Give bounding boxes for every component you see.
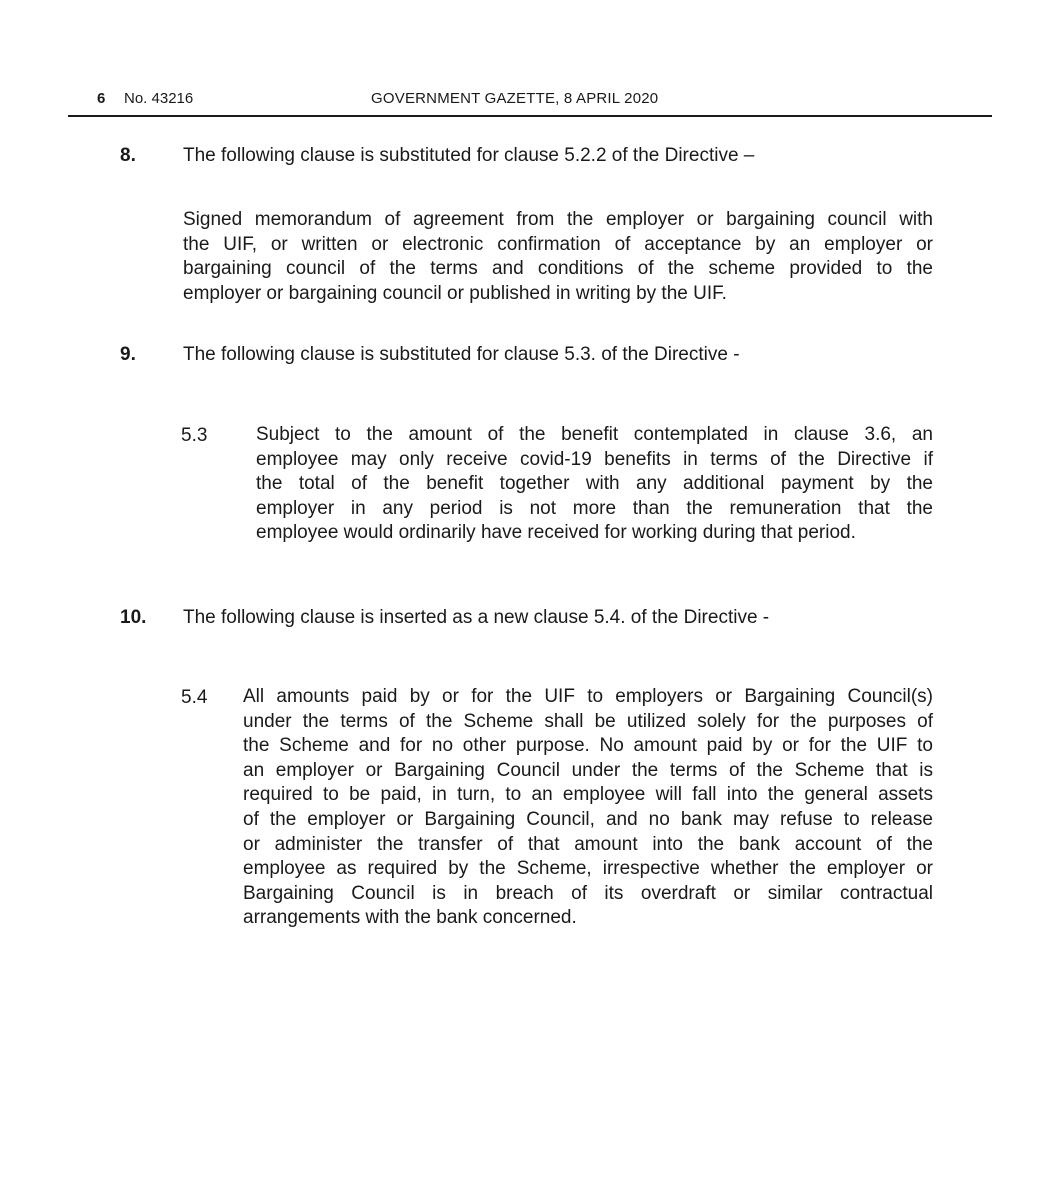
body-line: required to be paid, in turn, to an employee will fall into the general assets (243, 784, 933, 806)
body-line: under the terms of the Scheme shall be utilized solely for the purposes of (243, 710, 933, 732)
body-line: or administer the transfer of that amount into the bank account of the (243, 833, 933, 855)
body-line: employer or bargaining council or published in writing by the UIF. (183, 282, 727, 304)
item-body-8 (183, 208, 933, 306)
body-line: arrangements with the bank concerned. (243, 907, 577, 929)
publication-title: GOVERNMENT GAZETTE, 8 APRIL 2020 (371, 90, 659, 107)
item-number-10: 10. (120, 607, 147, 628)
body-line: Bargaining Council is in breach of its overdraft or similar contractual (243, 882, 933, 904)
header-rule (68, 115, 992, 117)
body-line: the Scheme and for no other purpose. No amount paid by or for the UIF to (243, 735, 933, 757)
item-number-8: 8. (120, 145, 136, 166)
body-line: of the employer or Bargaining Council, and no bank may refuse to release (243, 808, 933, 830)
body-line: bargaining council of the terms and conditions of the scheme provided to the (183, 258, 933, 280)
body-line: Subject to the amount of the benefit contemplated in clause 3.6, an (256, 424, 933, 445)
page-header (0, 88, 1051, 112)
body-line: employee would ordinarily have received for working during that period. (256, 522, 856, 544)
page-number: 6 (97, 90, 106, 107)
item-intro-10: The following clause is inserted as a new clause 5.4. of the Directive - (183, 607, 770, 628)
body-line: the UIF, or written or electronic confirmation of acceptance by an employer or (183, 233, 933, 255)
item-intro-8: The following clause is substituted for clause 5.2.2 of the Directive – (183, 145, 755, 166)
issue-number: No. 43216 (124, 90, 194, 107)
body-line: employer in any period is not more than the remuneration that the (256, 497, 933, 519)
body-line: All amounts paid by or for the UIF to employers or Bargaining Council(s) (243, 686, 933, 707)
body-line: an employer or Bargaining Council under the terms of the Scheme that is (243, 759, 933, 781)
body-line: employee as required by the Scheme, irrespective whether the employer or (243, 858, 933, 880)
body-line: Signed memorandum of agreement from the employer or bargaining council with (183, 209, 933, 230)
item-body-10 (243, 685, 933, 931)
body-line: employee may only receive covid-19 benefits in terms of the Directive if (256, 448, 933, 470)
item-body-9 (256, 423, 933, 546)
item-intro-9: The following clause is substituted for clause 5.3. of the Directive - (183, 344, 740, 365)
sub-clause-number-5-3: 5.3 (181, 425, 208, 446)
sub-clause-number-5-4: 5.4 (181, 687, 208, 708)
item-number-9: 9. (120, 344, 136, 365)
body-line: the total of the benefit together with any additional payment by the (256, 473, 933, 495)
